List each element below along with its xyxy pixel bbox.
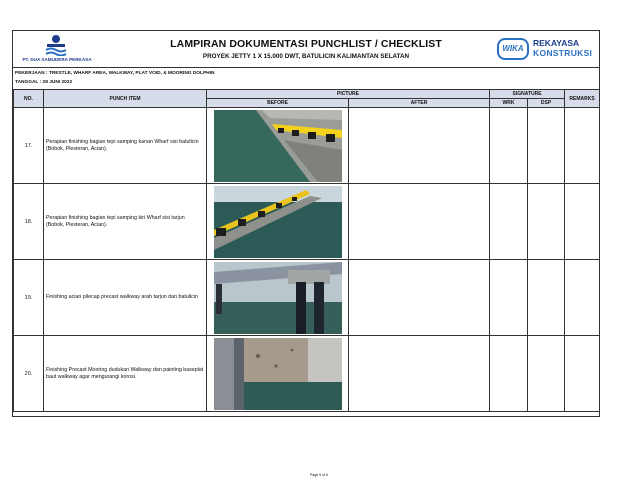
- after-photo-cell: [349, 336, 490, 412]
- table-row: [14, 108, 600, 184]
- col-no: NO.: [14, 90, 44, 108]
- col-punch-item: PUNCH ITEM: [44, 90, 207, 108]
- dsp-signature-cell[interactable]: [528, 184, 565, 260]
- row-number: 19.: [14, 260, 44, 336]
- remarks-cell[interactable]: [565, 108, 600, 184]
- table-row: [14, 184, 600, 260]
- remarks-cell[interactable]: [565, 336, 600, 412]
- before-photo: [214, 338, 342, 410]
- col-dsp: DSP: [528, 99, 565, 108]
- wrk-signature-cell[interactable]: [490, 184, 528, 260]
- tanggal-label: TANGGAL : 28 JUNI 2022: [15, 80, 73, 85]
- punch-item-text: Perapian finishing bagian tepi samping kanan Wharf sisi batulicin (Bobok, Plesteran, Acian).: [44, 108, 207, 184]
- after-photo-cell: [349, 108, 490, 184]
- wika-logo-icon: WIKA: [497, 38, 529, 60]
- row-number: 17.: [14, 108, 44, 184]
- pekerjaan-label: PEKERJAAN : TRESTLE, WHARF AREA, WALKWAY, PLAT VOID, & MOORING DOLPHIN: [15, 71, 215, 76]
- after-photo-cell: [349, 184, 490, 260]
- col-before: BEFORE: [207, 99, 349, 108]
- document-title: LAMPIRAN DOKUMENTASI PUNCHLIST / CHECKLIST: [170, 38, 442, 50]
- after-photo-cell: [349, 260, 490, 336]
- col-remarks: REMARKS: [565, 90, 600, 108]
- col-picture: PICTURE: [207, 90, 490, 99]
- dsp-signature-cell[interactable]: [528, 260, 565, 336]
- before-photo-cell: [207, 336, 349, 412]
- before-photo-cell: [207, 260, 349, 336]
- wrk-signature-cell[interactable]: [490, 260, 528, 336]
- punchlist-sheet: [12, 30, 600, 417]
- punch-item-text: Finishing acian pilecap precast walkway arah tarjun dan batulicin: [44, 260, 207, 336]
- punchlist-table: [13, 89, 599, 412]
- before-photo: [214, 110, 342, 182]
- document-subtitle: PROYEK JETTY 1 X 15.000 DWT, BATULICIN KALIMANTAN SELATAN: [202, 53, 410, 60]
- before-photo-cell: [207, 184, 349, 260]
- punch-item-text: Perapian finishing bagian tepi samping kiri Wharf sisi tarjun (Bobok, Plesteran, Acian).: [44, 184, 207, 260]
- before-photo-cell: [207, 108, 349, 184]
- row-number: 20.: [14, 336, 44, 412]
- col-signature: SIGNATURE: [490, 90, 565, 99]
- col-after: AFTER: [349, 99, 490, 108]
- partner-name-line1: REKAYASA: [533, 38, 580, 48]
- before-photo: [214, 262, 342, 334]
- dsp-signature-cell[interactable]: [528, 108, 565, 184]
- punch-item-text: Finishing Precast Mooring dudukan Walkway dan painting baseplat baut walkway agar mengurangi korosi.: [44, 336, 207, 412]
- company-name: PT. DUA SAMUDERA PERKASA: [22, 57, 92, 62]
- before-photo: [214, 186, 342, 258]
- wrk-signature-cell[interactable]: [490, 108, 528, 184]
- page-footer: Page 5 of 6: [310, 473, 328, 477]
- remarks-cell[interactable]: [565, 184, 600, 260]
- table-row: [14, 260, 600, 336]
- wrk-signature-cell[interactable]: [490, 336, 528, 412]
- table-row: [14, 336, 600, 412]
- row-number: 18.: [14, 184, 44, 260]
- col-wrk: WRK: [490, 99, 528, 108]
- document-header: [13, 31, 599, 68]
- dsp-signature-cell[interactable]: [528, 336, 565, 412]
- partner-name-line2: KONSTRUKSI: [533, 48, 593, 58]
- partner-logo: [497, 37, 593, 61]
- remarks-cell[interactable]: [565, 260, 600, 336]
